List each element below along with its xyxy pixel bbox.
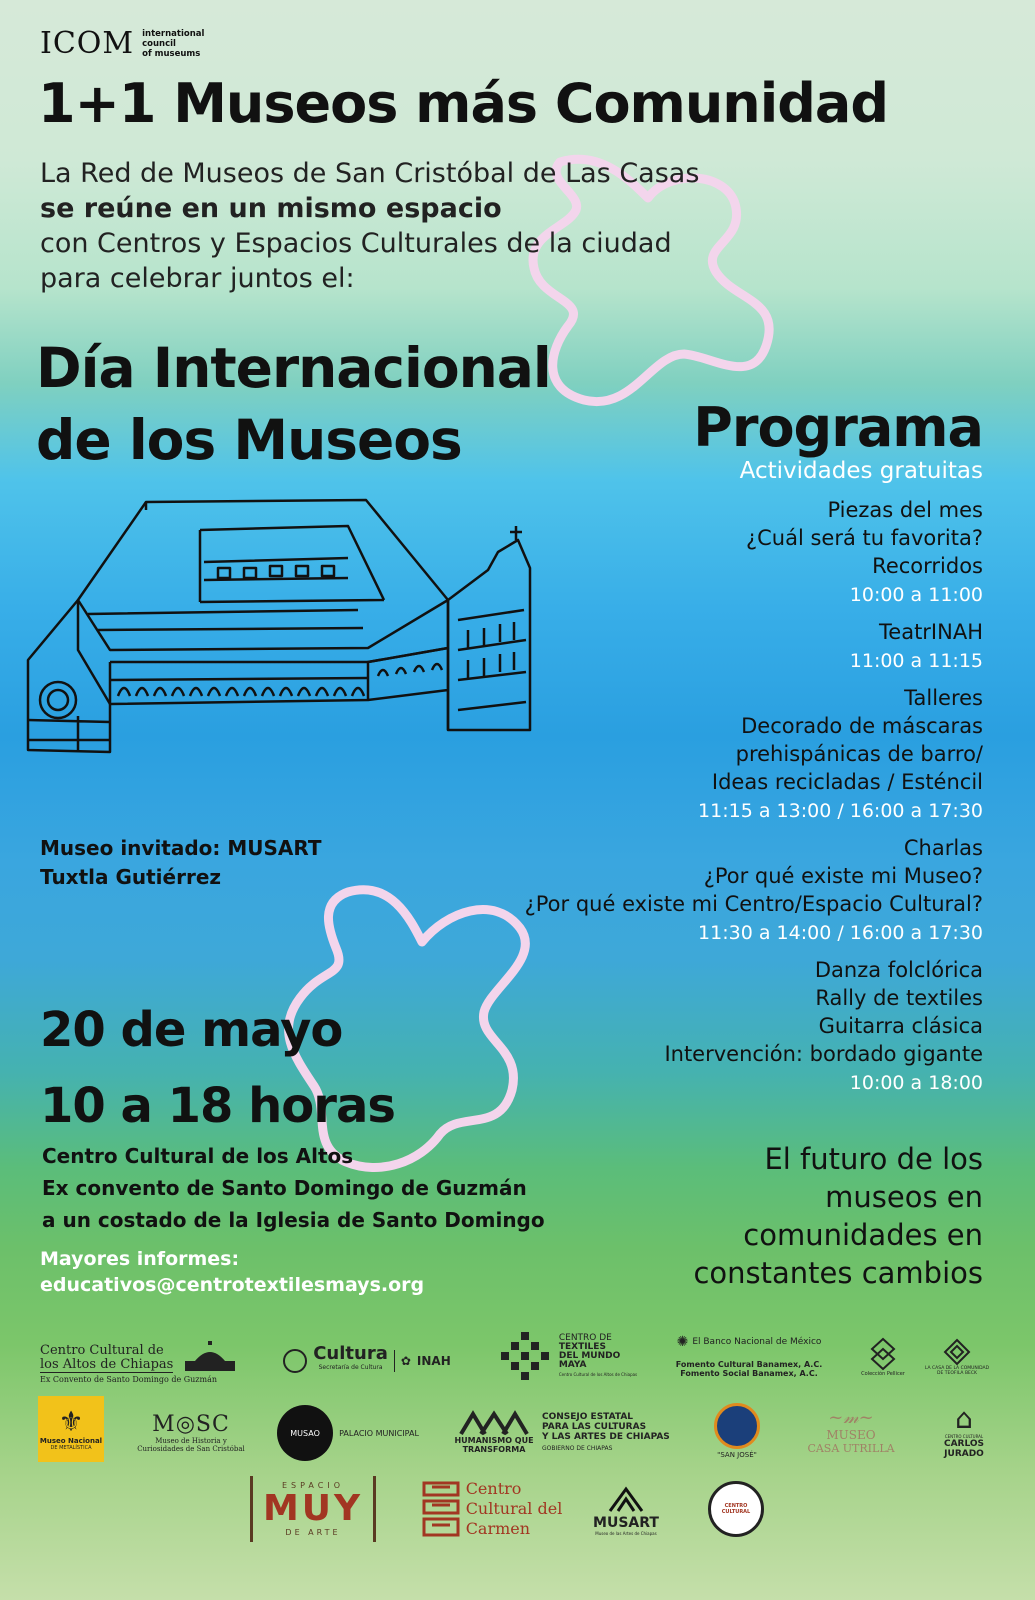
program-line: Decorado de máscaras bbox=[741, 714, 983, 738]
building-dome-icon bbox=[181, 1339, 239, 1373]
program-time: 11:00 a 11:15 bbox=[849, 650, 983, 672]
signature-icon: ~𝓂~ bbox=[828, 1407, 874, 1428]
icom-sub-line: international bbox=[142, 28, 205, 39]
logo-coleccion bbox=[860, 1330, 906, 1384]
logo-text: Fomento Cultural Banamex, A.C. bbox=[675, 1360, 823, 1369]
venue-line: Ex convento de Santo Domingo de Guzmán bbox=[42, 1176, 527, 1200]
logo-centro-cultural-circle bbox=[706, 1478, 766, 1540]
guest-museum bbox=[40, 834, 322, 892]
future-line: comunidades en bbox=[743, 1218, 983, 1252]
logo-text: Ex Convento de Santo Domingo de Guzmán bbox=[40, 1374, 218, 1384]
event-date-day: 20 de mayo bbox=[40, 1002, 343, 1058]
logo-text: CASA UTRILLA bbox=[807, 1442, 895, 1455]
jurado-icon: ⌂ bbox=[955, 1401, 973, 1435]
program-line: Charlas bbox=[903, 836, 983, 860]
humanismo-pattern-icon bbox=[459, 1410, 529, 1436]
logo-text: MUSAO bbox=[290, 1428, 320, 1438]
venue-line: Centro Cultural de los Altos bbox=[42, 1144, 354, 1168]
logo-text: JURADO bbox=[944, 1448, 984, 1459]
logo-casa-utrilla bbox=[796, 1402, 906, 1460]
logo-text: DE METALÍSTICA bbox=[50, 1445, 92, 1451]
logo-coneculta bbox=[542, 1404, 682, 1460]
musao-circle-icon bbox=[277, 1405, 333, 1461]
program-item bbox=[423, 618, 983, 676]
program-title: Programa bbox=[693, 396, 983, 459]
logo-text: Curiosidades de San Cristóbal bbox=[137, 1444, 245, 1453]
icom-subtitle bbox=[142, 29, 204, 59]
textile-pattern-icon bbox=[497, 1330, 553, 1382]
logo-text: HUMANISMO QUE bbox=[454, 1436, 534, 1445]
guest-line: Tuxtla Gutiérrez bbox=[40, 865, 222, 889]
program-item bbox=[423, 834, 983, 948]
intro-line: con Centros y Espacios Culturales de la ciudad bbox=[40, 228, 672, 259]
logo-san-jose bbox=[702, 1398, 772, 1464]
logo-text: los Altos de Chiapas bbox=[40, 1356, 174, 1372]
logo-musart bbox=[588, 1480, 664, 1540]
program-line: ¿Cuál será tu favorita? bbox=[745, 526, 983, 550]
logo-espacio-muy bbox=[250, 1476, 376, 1542]
logo-text: CENTRO CULTURAL bbox=[944, 1433, 984, 1439]
program-line: Rally de textiles bbox=[815, 986, 983, 1010]
logo-text: Museo Nacional bbox=[39, 1437, 103, 1445]
icom-mark: ICOM bbox=[40, 26, 135, 61]
logo-text: Centro bbox=[465, 1479, 522, 1498]
logo-text: Fomento Social Banamex, A.C. bbox=[680, 1369, 818, 1378]
logo-centro-textiles bbox=[492, 1328, 642, 1384]
logo-palacio-municipal bbox=[268, 1402, 428, 1464]
guest-line: Museo invitado: MUSART bbox=[40, 836, 322, 860]
future-statement bbox=[623, 1140, 983, 1292]
logo-text: "SAN JOSÉ" bbox=[717, 1451, 757, 1459]
musart-icon bbox=[606, 1485, 646, 1515]
logo-banamex bbox=[664, 1326, 834, 1386]
logo-text: LA CASA DE LA COMUNIDAD DE TEOFILA BECK bbox=[924, 1366, 990, 1376]
metal-figure-icon: ⚜ bbox=[58, 1405, 84, 1438]
main-title: 1+1 Museos más Comunidad bbox=[38, 72, 888, 135]
logo-text: GOBIERNO DE CHIAPAS bbox=[542, 1445, 613, 1452]
program-time: 10:00 a 18:00 bbox=[849, 1072, 983, 1094]
logo-text: ESPACIO bbox=[281, 1481, 345, 1490]
program-line: Guitarra clásica bbox=[818, 1014, 983, 1038]
contact-label: Mayores informes: bbox=[40, 1248, 240, 1270]
logo-text: Centro Cultural de los Altos de Chiapas bbox=[558, 1371, 638, 1377]
logo-text: DE ARTE bbox=[285, 1528, 341, 1537]
future-line: El futuro de los bbox=[764, 1142, 983, 1176]
logo-text: Carmen bbox=[465, 1519, 531, 1538]
day-title bbox=[36, 332, 551, 476]
logo-text: PALACIO MUNICIPAL bbox=[339, 1428, 419, 1438]
casa-comunidad-icon bbox=[943, 1338, 971, 1366]
intro-text bbox=[40, 156, 699, 296]
centro-cultural-emblem-icon bbox=[708, 1481, 764, 1537]
program-line: Recorridos bbox=[872, 554, 983, 578]
logo-humanismo bbox=[454, 1404, 534, 1460]
logo-text: CENTRO DE bbox=[558, 1332, 612, 1343]
program-line: TeatrINAH bbox=[879, 620, 983, 644]
logo-text: MUSART bbox=[593, 1514, 659, 1531]
logo-text: El Banco Nacional de México bbox=[692, 1337, 822, 1347]
contact-email[interactable]: educativos@centrotextilesmays.org bbox=[40, 1274, 425, 1296]
logo-cultura-inah bbox=[272, 1343, 462, 1376]
logo-text: MUY bbox=[262, 1488, 364, 1529]
logo-text: Museo de Historia y bbox=[155, 1436, 227, 1445]
logo-text: CONSEJO ESTATAL bbox=[542, 1412, 634, 1422]
logo-text: MUSEO bbox=[826, 1428, 876, 1442]
program-line: Intervención: bordado gigante bbox=[664, 1042, 983, 1066]
contact-info bbox=[40, 1246, 424, 1298]
logo-text: Secretaría de Cultura bbox=[318, 1364, 383, 1371]
day-title-line: de los Museos bbox=[36, 408, 462, 472]
intro-line-bold: se reúne en un mismo espacio bbox=[40, 193, 502, 224]
logo-text: CARLOS bbox=[943, 1438, 985, 1449]
program-line: ¿Por qué existe mi Centro/Espacio Cultural? bbox=[524, 892, 983, 916]
logo-text: Centro Cultural de bbox=[40, 1342, 164, 1358]
logo-text: INAH bbox=[416, 1354, 451, 1368]
event-date-hours: 10 a 18 horas bbox=[40, 1078, 395, 1134]
mexico-seal-icon bbox=[283, 1349, 307, 1373]
program-line: Ideas recicladas / Esténcil bbox=[711, 770, 983, 794]
logo-mhcsc bbox=[136, 1404, 246, 1460]
intro-line: para celebrar juntos el: bbox=[40, 263, 355, 294]
program-item bbox=[423, 684, 983, 826]
logo-text: CENTRO CULTURAL bbox=[721, 1503, 751, 1515]
icom-sub-line: of museums bbox=[142, 48, 201, 59]
logo-text: Cultura bbox=[313, 1343, 388, 1364]
icom-logo bbox=[40, 26, 204, 61]
event-date bbox=[40, 992, 395, 1144]
logo-carlos-jurado bbox=[936, 1398, 992, 1464]
program-list bbox=[423, 496, 983, 1106]
logo-text: MAYA bbox=[558, 1359, 587, 1370]
program-item bbox=[423, 956, 983, 1098]
future-line: museos en bbox=[825, 1180, 983, 1214]
program-line: prehispánicas de barro/ bbox=[735, 742, 983, 766]
carmen-pattern-icon bbox=[420, 1479, 462, 1539]
coleccion-icon bbox=[870, 1337, 896, 1371]
logo-text: Museo de las Artes de Chiapas bbox=[595, 1530, 657, 1536]
program-item bbox=[423, 496, 983, 610]
program-subtitle: Actividades gratuitas bbox=[739, 458, 983, 484]
logo-text: DEL MUNDO bbox=[558, 1350, 621, 1361]
program-time: 11:30 a 14:00 / 16:00 a 17:30 bbox=[698, 922, 983, 944]
program-line: Talleres bbox=[904, 686, 983, 710]
program-time: 11:15 a 13:00 / 16:00 a 17:30 bbox=[698, 800, 983, 822]
program-line: Piezas del mes bbox=[827, 498, 983, 522]
logo-centro-carmen bbox=[416, 1476, 566, 1542]
logo-museo-metalistica bbox=[38, 1396, 104, 1462]
intro-line: La Red de Museos de San Cristóbal de Las Casas bbox=[40, 158, 700, 189]
logo-text: Cultural del bbox=[465, 1499, 563, 1518]
logo-casa-comunidad bbox=[924, 1330, 990, 1384]
logo-text: TEXTILES bbox=[558, 1341, 606, 1352]
inah-icon: ✿ bbox=[400, 1354, 411, 1368]
future-line: constantes cambios bbox=[693, 1256, 983, 1290]
program-line: ¿Por qué existe mi Museo? bbox=[703, 864, 983, 888]
logo-text: Y LAS ARTES DE CHIAPAS bbox=[542, 1432, 670, 1442]
day-title-line: Día Internacional bbox=[36, 336, 551, 400]
logo-text: Colección Pellicer bbox=[861, 1371, 905, 1377]
logo-text: M◎SC bbox=[152, 1411, 230, 1437]
icom-sub-line: council bbox=[142, 38, 176, 49]
logo-centro-cultural-altos bbox=[40, 1336, 240, 1386]
program-time: 10:00 a 11:00 bbox=[849, 584, 983, 606]
banamex-icon: ✺ bbox=[676, 1334, 689, 1350]
venue-address bbox=[42, 1140, 545, 1236]
san-jose-emblem-icon bbox=[714, 1403, 760, 1449]
logo-text: TRANSFORMA bbox=[462, 1445, 526, 1454]
logo-text: PARA LAS CULTURAS bbox=[542, 1422, 647, 1432]
venue-line: a un costado de la Iglesia de Santo Domingo bbox=[42, 1208, 545, 1232]
program-line: Danza folclórica bbox=[814, 958, 983, 982]
